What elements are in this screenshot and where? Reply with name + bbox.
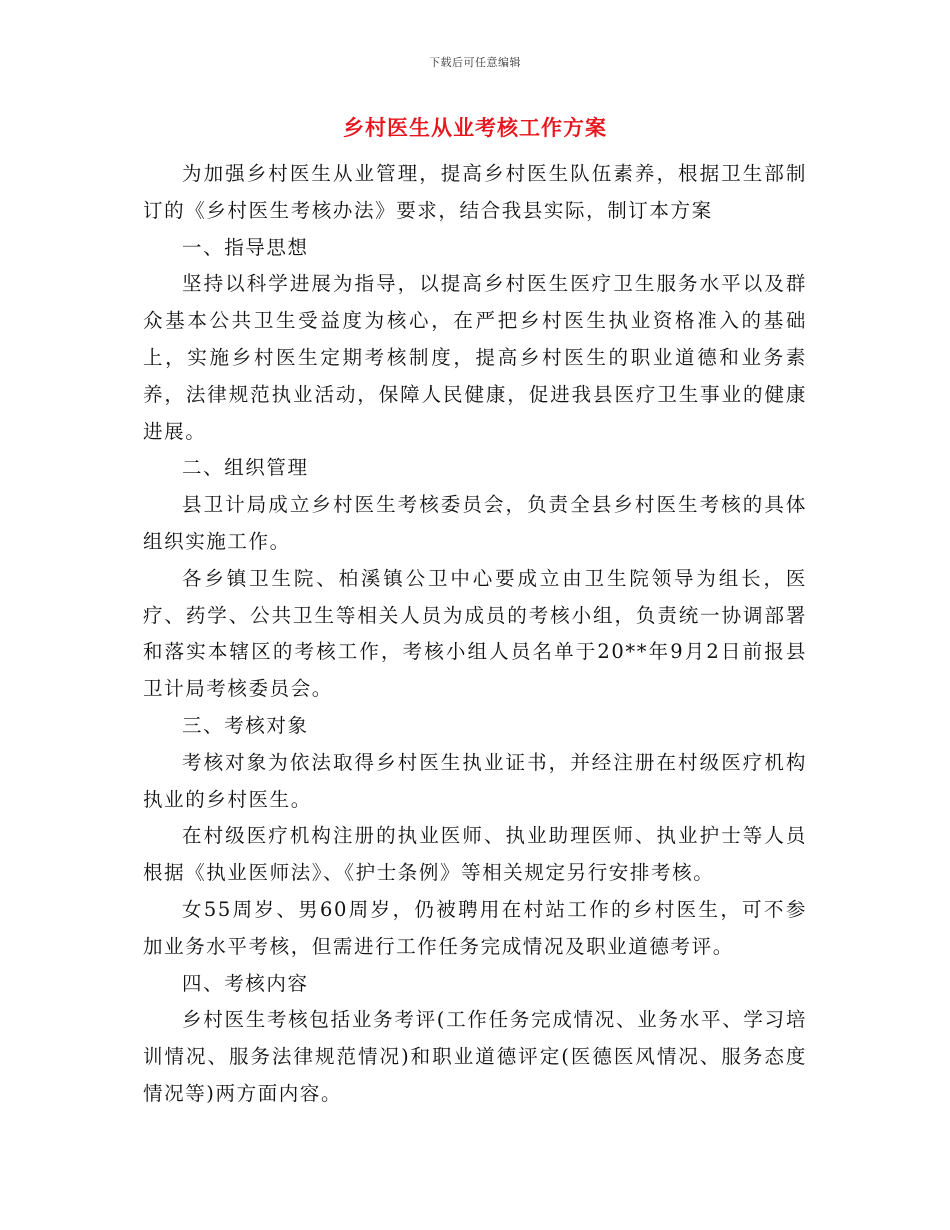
page-header-note: 下载后可任意编辑 xyxy=(429,56,521,69)
targets-paragraph-1: 考核对象为依法取得乡村医生执业证书，并经注册在村级医疗机构执业的乡村医生。 xyxy=(143,750,807,811)
document-body xyxy=(143,156,807,1113)
section-heading-assessment-targets: 三、考核对象 xyxy=(182,713,309,737)
targets-paragraph-2: 在村级医疗机构注册的执业医师、执业助理医师、执业护士等人员根据《执业医师法》、《护士条例》等相关规定另行安排考核。 xyxy=(143,824,807,885)
content-paragraph: 乡村医生考核包括业务考评(工作任务完成情况、业务水平、学习培训情况、服务法律规范情况)和职业道德评定(医德医风情况、服务态度情况等)两方面内容。 xyxy=(143,1008,807,1105)
targets-paragraph-3: 女55周岁、男60周岁，仍被聘用在村站工作的乡村医生，可不参加业务水平考核，但需进行工作任务完成情况及职业道德考评。 xyxy=(143,897,807,958)
section-heading-assessment-content: 四、考核内容 xyxy=(182,971,309,995)
section-heading-guiding-ideology: 一、指导思想 xyxy=(182,235,309,259)
guiding-ideology-paragraph: 坚持以科学进展为指导，以提高乡村医生医疗卫生服务水平以及群众基本公共卫生受益度为核心，在严把乡村医生执业资格准入的基础上，实施乡村医生定期考核制度，提高乡村医生的职业道德和业务素养，法律规范执业活动，保障人民健康，促进我县医疗卫生事业的健康进展。 xyxy=(143,272,807,443)
organization-paragraph-2: 各乡镇卫生院、柏溪镇公卫中心要成立由卫生院领导为组长，医疗、药学、公共卫生等相关人员为成员的考核小组，负责统一协调部署和落实本辖区的考核工作，考核小组人员名单于20**年9月2日前报县卫计局考核委员会。 xyxy=(143,566,807,701)
organization-paragraph-1: 县卫计局成立乡村医生考核委员会，负责全县乡村医生考核的具体组织实施工作。 xyxy=(143,493,807,553)
document-title: 乡村医生从业考核工作方案 xyxy=(343,115,607,140)
section-heading-organization: 二、组织管理 xyxy=(182,456,309,480)
intro-paragraph: 为加强乡村医生从业管理，提高乡村医生队伍素养，根据卫生部制订的《乡村医生考核办法》要求，结合我县实际，制订本方案 xyxy=(143,162,807,222)
